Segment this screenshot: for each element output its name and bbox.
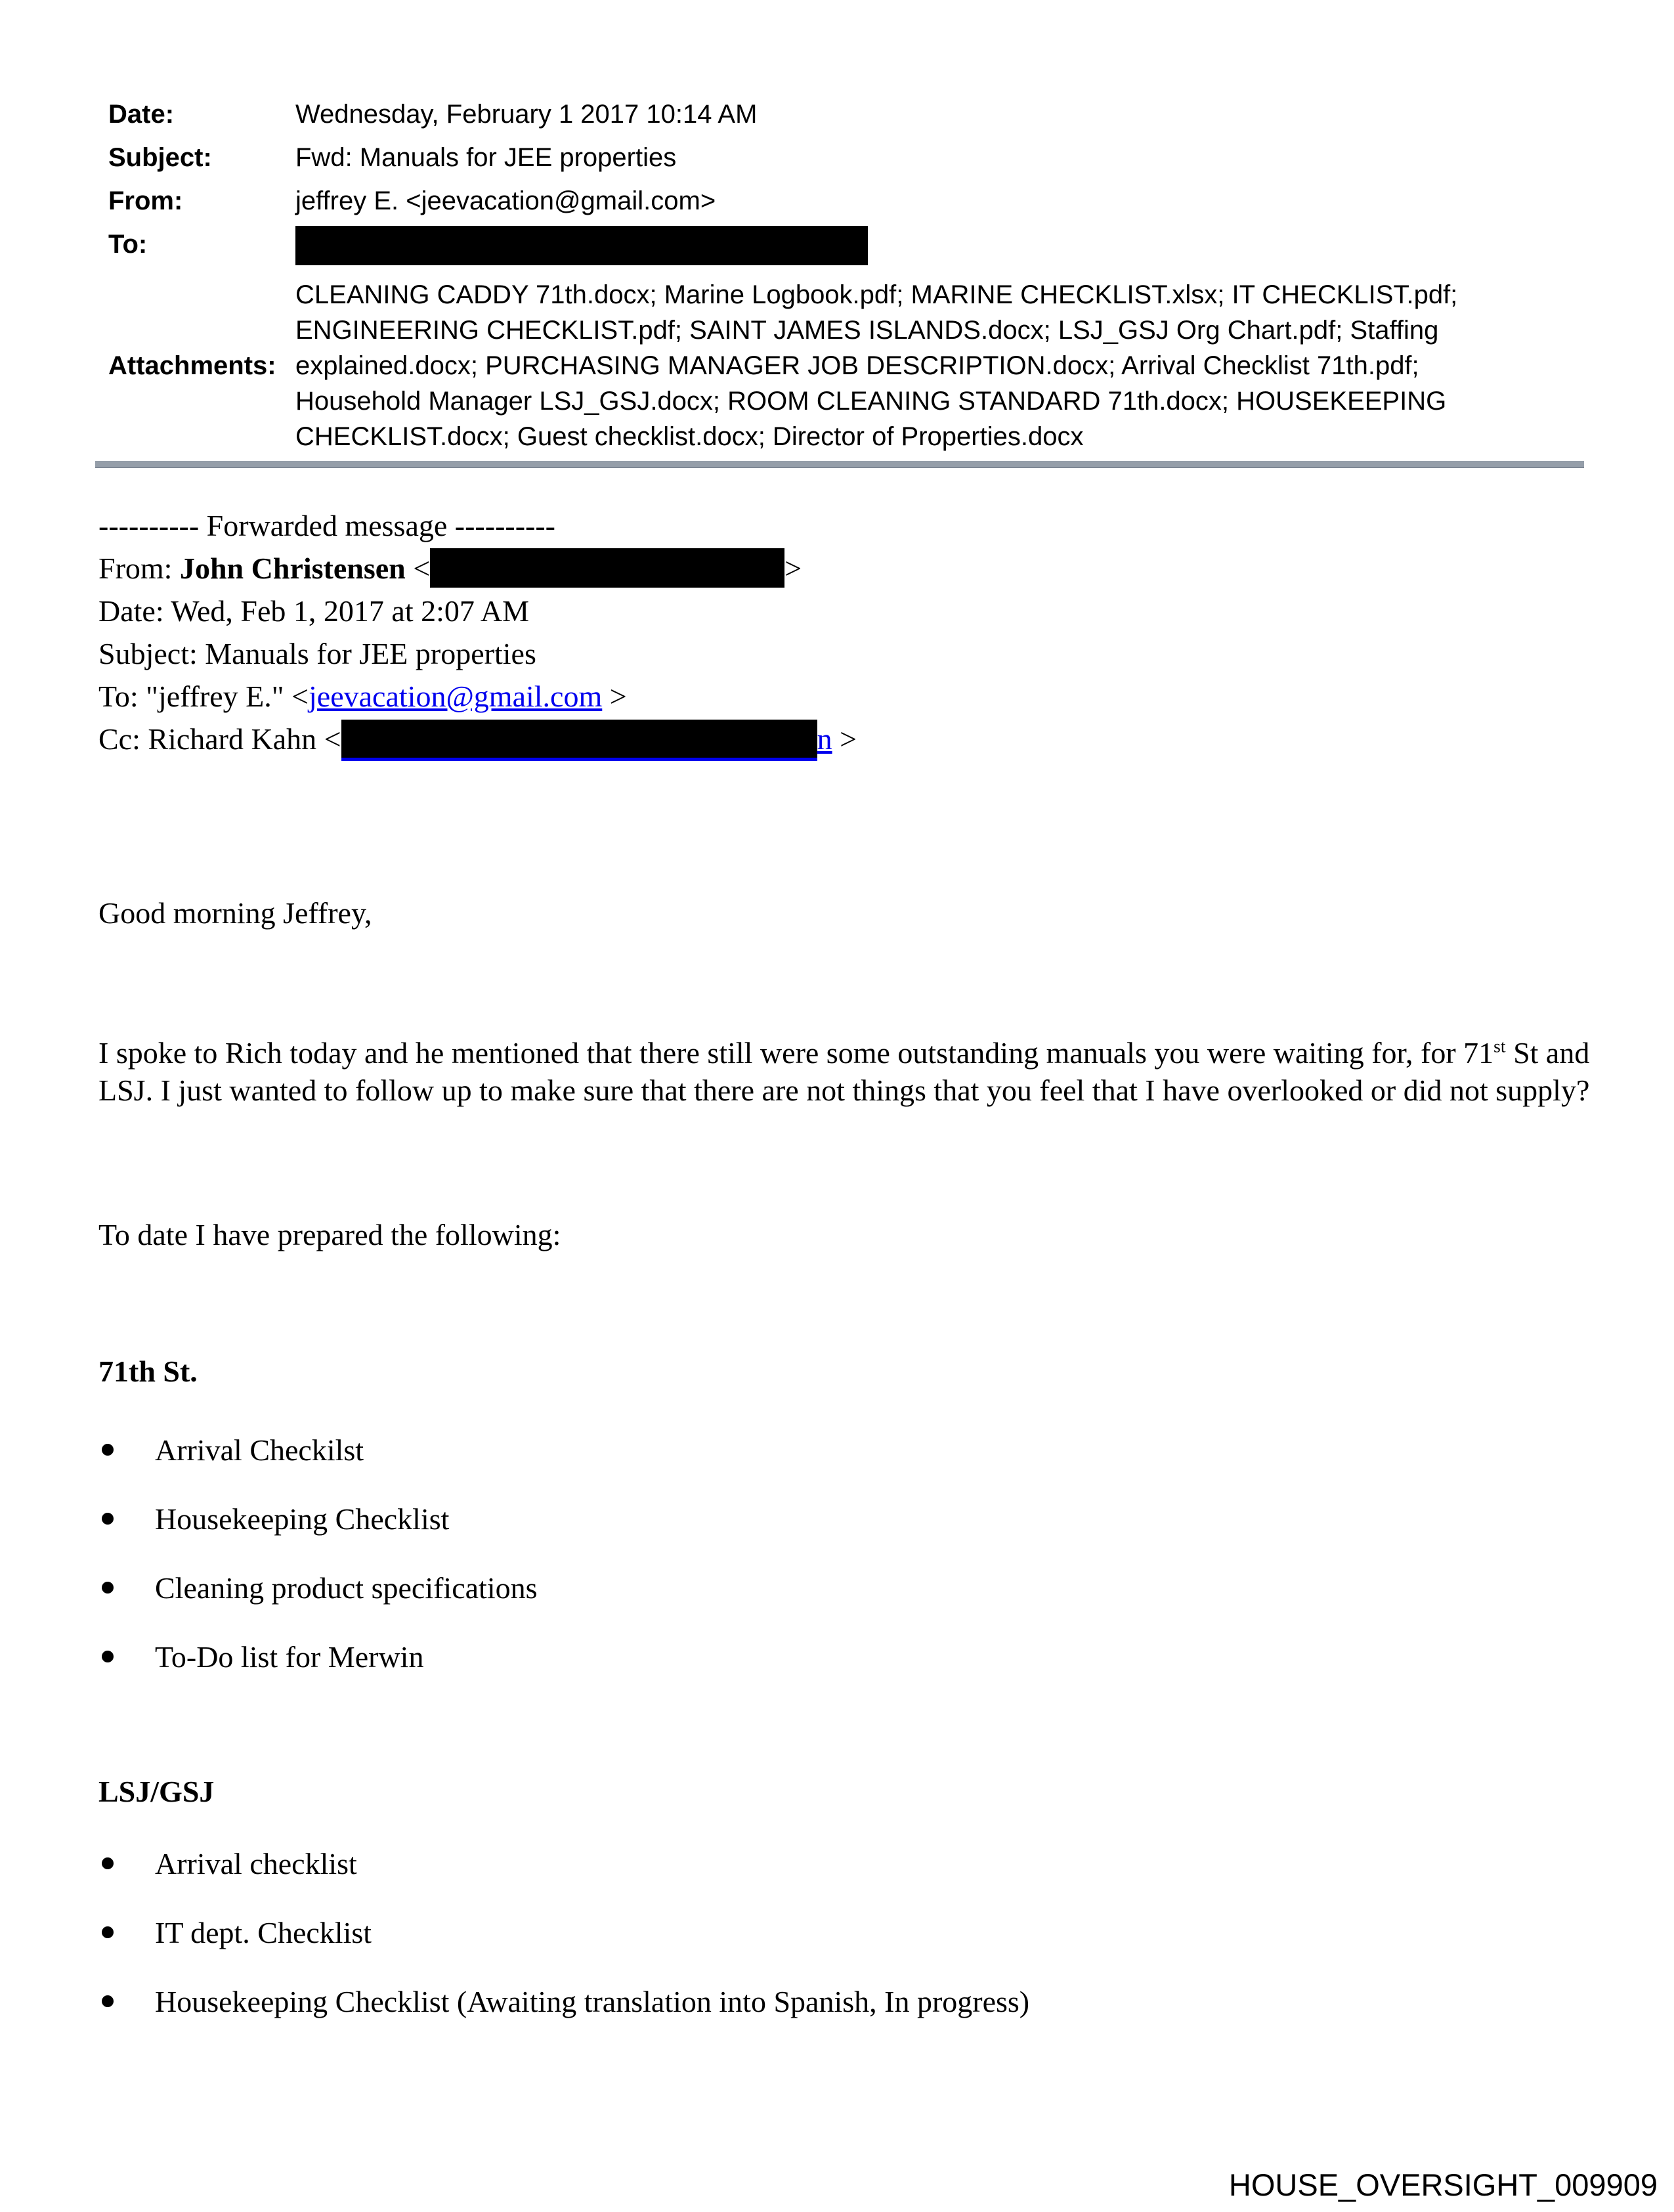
- header-divider-line: [95, 461, 1584, 468]
- forwarded-from-open-bracket: <: [405, 552, 431, 585]
- list-item-label: Arrival Checkilst: [155, 1433, 364, 1467]
- forwarded-subject-line: Subject: Manuals for JEE properties: [98, 637, 536, 670]
- subject-value: Fwd: Manuals for JEE properties: [295, 143, 677, 172]
- bates-number: HOUSE_OVERSIGHT_009909: [1228, 2167, 1658, 2202]
- list-item-label: Housekeeping Checklist: [155, 1502, 450, 1536]
- forwarded-separator: ---------- Forwarded message ----------: [98, 509, 555, 542]
- greeting-line: Good morning Jeffrey,: [98, 896, 372, 930]
- header-row-subject: [108, 142, 1507, 173]
- list-item-label: IT dept. Checklist: [155, 1916, 372, 1949]
- header-row-date: [108, 98, 1507, 130]
- forwarded-from-close-bracket: >: [784, 552, 802, 585]
- list-item: [98, 1500, 538, 1538]
- from-value: jeffrey E. <jeevacation@gmail.com>: [295, 186, 716, 215]
- to-label: To:: [108, 230, 148, 259]
- attachments-value: CLEANING CADDY 71th.docx; Marine Logbook.pdf; MARINE CHECKLIST.xlsx; IT CHECKLIST.pdf; ENGINEERING CHECKLIST.pdf; SAINT JAMES ISLANDS.docx; LSJ_GSJ Org Chart.pdf; Staffing explained.docx; PURCHASING MANAGER JOB DESCRIPTION.docx; Arrival Checklist 71th.pdf; Household Manager LSJ_GSJ.docx; ROOM CLEANING STANDARD 71th.docx; HOUSEKEEPING CHECKLIST.docx; Guest checklist.docx; Director of Properties.docx: [295, 280, 1458, 451]
- from-label: From:: [108, 186, 183, 215]
- cc-email-link-remnant[interactable]: n: [817, 722, 832, 756]
- attachments-label: Attachments:: [108, 351, 276, 380]
- to-email-link[interactable]: jeevacation@gmail.com: [309, 680, 603, 713]
- redaction-bar-cc-email: [341, 720, 817, 761]
- forwarded-message-header: [98, 504, 1608, 761]
- paragraph-text-after-superscript: St and LSJ. I just wanted to follow up to make sure that there are not things that you feel that I have overlooked or did not supply?: [98, 1036, 1590, 1107]
- list-item-label: Arrival checklist: [155, 1847, 357, 1880]
- date-value: Wednesday, February 1 2017 10:14 AM: [295, 100, 758, 129]
- forwarded-from-line: [98, 547, 1608, 590]
- list-item-label: To-Do list for Merwin: [155, 1640, 424, 1674]
- forwarded-from-prefix: From:: [98, 552, 180, 585]
- bullet-dot: [102, 1857, 114, 1869]
- header-row-attachments: [108, 277, 1507, 454]
- bullet-dot: [102, 1444, 114, 1456]
- section-title-71st: 71th St.: [98, 1355, 198, 1388]
- forwarded-cc-line: [98, 718, 1608, 761]
- forwarded-cc-close-bracket: >: [832, 722, 857, 756]
- list-item-label: Cleaning product specifications: [155, 1571, 538, 1605]
- list-item: [98, 1569, 538, 1607]
- bullet-dot: [102, 1995, 114, 2007]
- email-header: [108, 98, 1507, 466]
- bullet-dot: [102, 1513, 114, 1525]
- redaction-bar-to-recipient: [295, 226, 868, 265]
- bullet-dot: [102, 1926, 114, 1938]
- prepared-line: To date I have prepared the following:: [98, 1218, 561, 1251]
- date-label: Date:: [108, 100, 175, 129]
- forwarded-cc-prefix: Cc: Richard Kahn <: [98, 722, 341, 756]
- list-item: [98, 1431, 538, 1469]
- header-row-to: [108, 228, 1507, 265]
- forwarded-to-prefix: To: "jeffrey E." <: [98, 680, 309, 713]
- list-item: [98, 1638, 538, 1676]
- bullet-dot: [102, 1582, 114, 1594]
- redaction-bar-from-email: [430, 548, 784, 588]
- section-title-lsj-gsj: LSJ/GSJ: [98, 1775, 215, 1808]
- subject-label: Subject:: [108, 143, 212, 172]
- list-item: [98, 1983, 1029, 2020]
- list-lsj-gsj-items: [98, 1845, 1029, 2052]
- forwarded-to-close-bracket: >: [602, 680, 627, 713]
- forwarded-from-name: John Christensen: [179, 552, 406, 585]
- bullet-dot: [102, 1651, 114, 1662]
- paragraph-text-before-superscript: I spoke to Rich today and he mentioned that there still were some outstanding manuals you were waiting for, for 71: [98, 1036, 1494, 1070]
- to-value: [295, 228, 1507, 265]
- forwarded-date-line: Date: Wed, Feb 1, 2017 at 2:07 AM: [98, 594, 529, 628]
- list-item: [98, 1914, 1029, 1951]
- ordinal-superscript: st: [1493, 1035, 1506, 1056]
- forwarded-to-line: [98, 675, 1608, 718]
- list-item: [98, 1845, 1029, 1882]
- body-paragraph: [98, 1034, 1595, 1109]
- list-item-label: Housekeeping Checklist (Awaiting translation into Spanish, In progress): [155, 1985, 1030, 2018]
- header-row-from: [108, 185, 1507, 217]
- list-71st-items: [98, 1431, 538, 1707]
